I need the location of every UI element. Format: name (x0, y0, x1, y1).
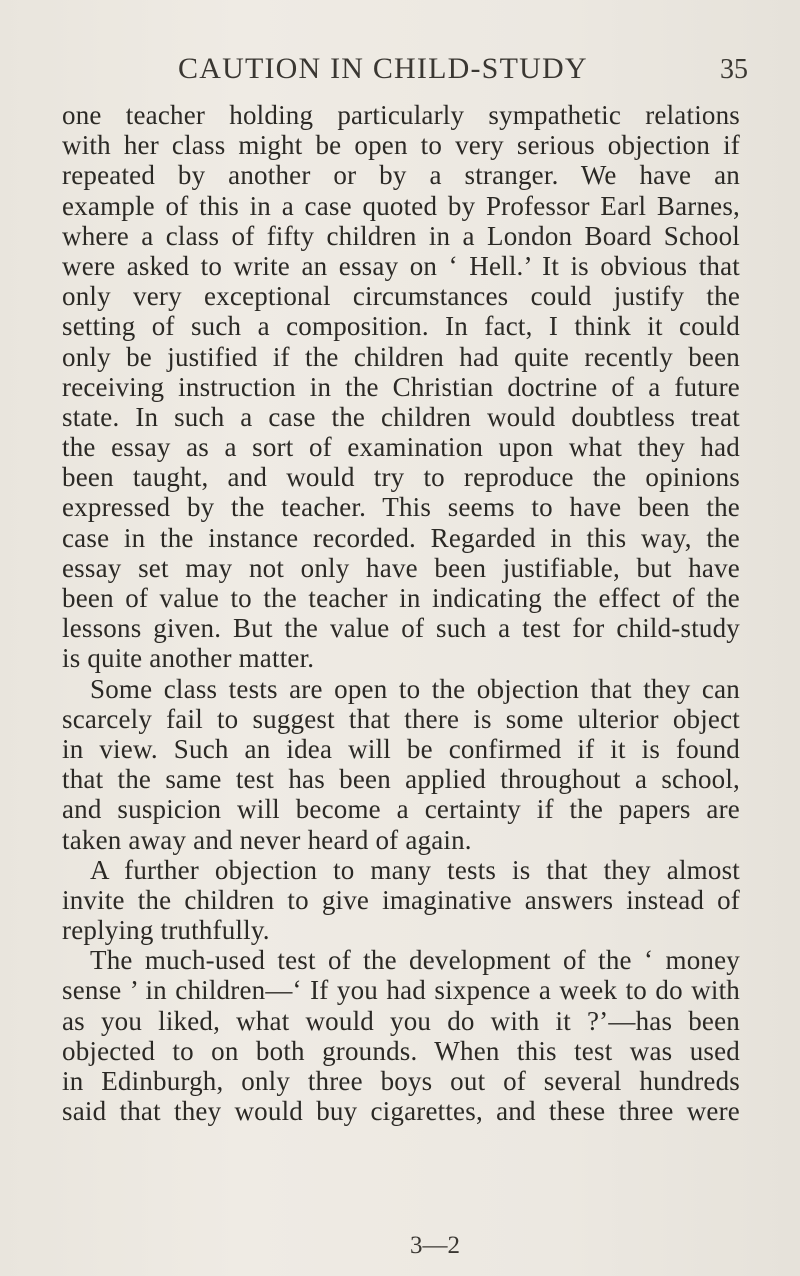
text-line: scarcely fail to suggest that there is some ulterior object (62, 703, 740, 734)
text-line: A further objection to many tests is that they almost (90, 854, 740, 885)
text-line: sense ’ in children—‘ If you had sixpence a week to do with (62, 975, 740, 1006)
text-line: been taught, and would try to reproduce the opinions (62, 462, 740, 493)
text-line: example of this in a case quoted by Professor Earl Barnes, (62, 190, 740, 221)
text-line: where a class of fifty children in a London Board School (62, 220, 740, 251)
text-line: receiving instruction in the Christian doctrine of a future (62, 371, 740, 402)
text-line: Some class tests are open to the objection that they can (90, 673, 740, 704)
page-header (178, 52, 748, 92)
text-line: repeated by another or by a stranger. We have an (62, 160, 740, 191)
text-line: as you liked, what would you do with it ?’—has been (62, 1005, 740, 1036)
page-number: 35 (720, 54, 748, 85)
text-line: taken away and never heard of again. (62, 824, 472, 855)
text-line: and suspicion will become a certainty if the papers are (62, 794, 740, 825)
running-head: CAUTION IN CHILD-STUDY (178, 52, 588, 85)
text-line: case in the instance recorded. Regarded in this way, the (62, 522, 740, 553)
signature-mark: 3—2 (410, 1232, 460, 1259)
text-line: is quite another matter. (62, 643, 315, 674)
text-line: with her class might be open to very serious objection if (62, 130, 740, 161)
text-line: setting of such a composition. In fact, I think it could (62, 311, 740, 342)
text-line: said that they would buy cigarettes, and these three were (62, 1096, 740, 1127)
text-line: only very exceptional circumstances could justify the (62, 281, 740, 312)
text-line: replying truthfully. (62, 915, 270, 946)
text-line: that the same test has been applied throughout a school, (62, 764, 740, 795)
body-text (62, 100, 740, 1126)
text-line: essay set may not only have been justifiable, but have (62, 552, 740, 583)
text-line: only be justified if the children had quite recently been (62, 341, 740, 372)
text-line: lessons given. But the value of such a test for child-study (62, 613, 740, 644)
text-line: in view. Such an idea will be confirmed if it is found (62, 733, 740, 764)
text-line: one teacher holding particularly sympathetic relations (62, 100, 740, 130)
text-line: the essay as a sort of examination upon what they had (62, 432, 740, 463)
text-line: The much-used test of the development of the ‘ money (90, 945, 740, 976)
text-line: in Edinburgh, only three boys out of several hundreds (62, 1066, 740, 1096)
text-line: expressed by the teacher. This seems to have been the (62, 492, 740, 523)
text-line: state. In such a case the children would doubtless treat (62, 401, 740, 432)
text-line: were asked to write an essay on ‘ Hell.’ It is obvious that (62, 250, 740, 281)
text-line: objected to on both grounds. When this test was used (62, 1035, 740, 1066)
text-line: invite the children to give imaginative answers instead of (62, 884, 740, 915)
text-line: been of value to the teacher in indicating the effect of the (62, 583, 740, 613)
